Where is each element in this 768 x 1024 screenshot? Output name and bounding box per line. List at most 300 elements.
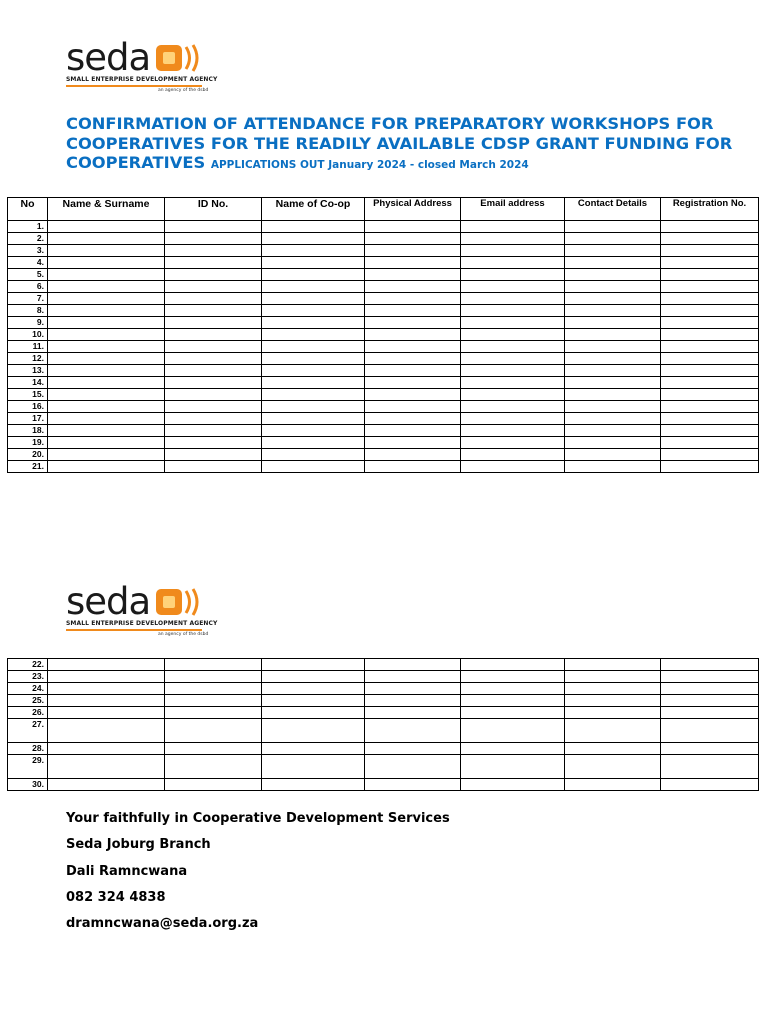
table-cell[interactable] (661, 755, 759, 779)
table-row (8, 305, 759, 317)
table-cell[interactable] (48, 281, 165, 293)
table-cell[interactable] (165, 743, 262, 755)
table-cell[interactable] (262, 329, 365, 341)
table-cell[interactable] (48, 695, 165, 707)
table-cell[interactable] (48, 413, 165, 425)
logo-wordmark: seda (66, 36, 151, 79)
table-cell[interactable] (165, 221, 262, 233)
table-cell[interactable] (565, 257, 661, 269)
table-cell[interactable] (661, 245, 759, 257)
table-cell[interactable] (461, 353, 565, 365)
table-cell[interactable] (365, 221, 461, 233)
table-row (8, 401, 759, 413)
table-cell[interactable] (661, 221, 759, 233)
contact-phone: 082 324 4838 (66, 889, 166, 905)
table-cell[interactable] (48, 305, 165, 317)
row-number: 26. (8, 707, 48, 719)
table-cell[interactable] (165, 695, 262, 707)
table-cell[interactable] (461, 233, 565, 245)
row-number: 8. (8, 305, 48, 317)
table-cell[interactable] (165, 461, 262, 473)
row-number: 6. (8, 281, 48, 293)
table-cell[interactable] (165, 293, 262, 305)
table-cell[interactable] (262, 413, 365, 425)
table-cell[interactable] (365, 257, 461, 269)
row-number: 5. (8, 269, 48, 281)
table-cell[interactable] (365, 341, 461, 353)
table-cell[interactable] (48, 341, 165, 353)
table-cell[interactable] (262, 707, 365, 719)
table-cell[interactable] (365, 425, 461, 437)
table-cell[interactable] (165, 413, 262, 425)
table-cell[interactable] (461, 437, 565, 449)
table-cell[interactable] (565, 221, 661, 233)
table-cell[interactable] (48, 401, 165, 413)
table-cell[interactable] (48, 449, 165, 461)
table-cell[interactable] (365, 437, 461, 449)
table-cell[interactable] (565, 425, 661, 437)
table-cell[interactable] (48, 389, 165, 401)
table-cell[interactable] (661, 437, 759, 449)
table-cell[interactable] (565, 305, 661, 317)
table-cell[interactable] (565, 365, 661, 377)
table-cell[interactable] (365, 461, 461, 473)
table-cell[interactable] (48, 269, 165, 281)
row-number: 13. (8, 365, 48, 377)
logo-wordmark: seda (66, 580, 151, 623)
row-number: 30. (8, 779, 48, 791)
logo-agency: an agency of the dsbd (158, 632, 209, 637)
table-cell[interactable] (461, 683, 565, 695)
table-cell[interactable] (661, 365, 759, 377)
table-cell[interactable] (262, 293, 365, 305)
table-cell[interactable] (262, 233, 365, 245)
logo-agency: an agency of the dsbd (158, 88, 209, 93)
row-number: 11. (8, 341, 48, 353)
table-row (8, 341, 759, 353)
table-cell[interactable] (461, 719, 565, 743)
table-cell[interactable] (661, 401, 759, 413)
row-number: 19. (8, 437, 48, 449)
table-cell[interactable] (461, 755, 565, 779)
table-cell[interactable] (565, 245, 661, 257)
row-number: 15. (8, 389, 48, 401)
table-cell[interactable] (461, 401, 565, 413)
table-cell[interactable] (365, 245, 461, 257)
table-cell[interactable] (262, 221, 365, 233)
table-cell[interactable] (165, 755, 262, 779)
table-cell[interactable] (461, 317, 565, 329)
table-cell[interactable] (165, 269, 262, 281)
table-cell[interactable] (461, 365, 565, 377)
table-cell[interactable] (661, 305, 759, 317)
table-cell[interactable] (565, 389, 661, 401)
row-number: 10. (8, 329, 48, 341)
header-physical-address: Physical Address (365, 198, 461, 221)
table-cell[interactable] (661, 659, 759, 671)
table-cell[interactable] (461, 341, 565, 353)
table-cell[interactable] (661, 743, 759, 755)
table-row (8, 317, 759, 329)
table-cell[interactable] (165, 707, 262, 719)
table-cell[interactable] (661, 317, 759, 329)
row-number: 4. (8, 257, 48, 269)
table-cell[interactable] (165, 317, 262, 329)
table-cell[interactable] (461, 671, 565, 683)
table-row (8, 269, 759, 281)
table-row (8, 377, 759, 389)
table-cell[interactable] (565, 683, 661, 695)
table-row (8, 707, 759, 719)
table-row (8, 437, 759, 449)
table-cell[interactable] (165, 353, 262, 365)
header-contact-details: Contact Details (565, 198, 661, 221)
table-cell[interactable] (661, 449, 759, 461)
row-number: 27. (8, 719, 48, 743)
table-cell[interactable] (461, 425, 565, 437)
table-cell[interactable] (565, 281, 661, 293)
table-cell[interactable] (262, 341, 365, 353)
table-cell[interactable] (262, 317, 365, 329)
table-cell[interactable] (661, 671, 759, 683)
table-cell[interactable] (262, 779, 365, 791)
table-cell[interactable] (48, 245, 165, 257)
table-cell[interactable] (262, 695, 365, 707)
table-cell[interactable] (165, 437, 262, 449)
table-cell[interactable] (565, 401, 661, 413)
table-cell[interactable] (365, 281, 461, 293)
table-cell[interactable] (565, 329, 661, 341)
table-cell[interactable] (365, 683, 461, 695)
table-cell[interactable] (48, 743, 165, 755)
table-cell[interactable] (461, 659, 565, 671)
table-cell[interactable] (262, 755, 365, 779)
logo-tagline: SMALL ENTERPRISE DEVELOPMENT AGENCY (66, 620, 218, 627)
table-cell[interactable] (565, 353, 661, 365)
table-cell[interactable] (165, 449, 262, 461)
table-cell[interactable] (365, 293, 461, 305)
table-cell[interactable] (262, 401, 365, 413)
title-main: CONFIRMATION OF ATTENDANCE FOR PREPARATORY WORKSHOPS FOR COOPERATIVES FOR THE READILY AVAILABLE CDSP GRANT FUNDING FOR COOPERATIVES (66, 114, 733, 172)
table-cell[interactable] (661, 377, 759, 389)
table-cell[interactable] (565, 707, 661, 719)
table-cell[interactable] (48, 425, 165, 437)
header-email-address: Email address (461, 198, 565, 221)
table-cell[interactable] (661, 353, 759, 365)
table-cell[interactable] (365, 449, 461, 461)
table-cell[interactable] (565, 293, 661, 305)
title-sub: APPLICATIONS OUT January 2024 - closed March 2024 (210, 159, 529, 171)
table-cell[interactable] (565, 413, 661, 425)
table-row (8, 719, 759, 743)
row-number: 25. (8, 695, 48, 707)
table-row (8, 449, 759, 461)
table-cell[interactable] (365, 755, 461, 779)
table-cell[interactable] (461, 389, 565, 401)
table-cell[interactable] (262, 683, 365, 695)
table-cell[interactable] (165, 281, 262, 293)
table-cell[interactable] (48, 233, 165, 245)
row-number: 2. (8, 233, 48, 245)
table-row (8, 695, 759, 707)
table-cell[interactable] (661, 695, 759, 707)
table-cell[interactable] (48, 293, 165, 305)
table-cell[interactable] (661, 719, 759, 743)
table-cell[interactable] (661, 329, 759, 341)
table-cell[interactable] (365, 329, 461, 341)
table-cell[interactable] (48, 779, 165, 791)
table-cell[interactable] (661, 779, 759, 791)
table-row (8, 461, 759, 473)
table-cell[interactable] (262, 353, 365, 365)
table-cell[interactable] (165, 683, 262, 695)
table-row (8, 671, 759, 683)
table-cell[interactable] (365, 779, 461, 791)
table-cell[interactable] (48, 257, 165, 269)
table-cell[interactable] (365, 743, 461, 755)
table-cell[interactable] (365, 401, 461, 413)
row-number: 22. (8, 659, 48, 671)
table-cell[interactable] (661, 281, 759, 293)
table-cell[interactable] (461, 245, 565, 257)
header-no: No (8, 198, 48, 221)
table-cell[interactable] (461, 413, 565, 425)
table-cell[interactable] (262, 257, 365, 269)
table-cell[interactable] (165, 257, 262, 269)
table-cell[interactable] (661, 683, 759, 695)
table-cell[interactable] (565, 269, 661, 281)
table-row (8, 779, 759, 791)
row-number: 29. (8, 755, 48, 779)
table-cell[interactable] (461, 293, 565, 305)
header-row (8, 198, 759, 221)
table-cell[interactable] (262, 743, 365, 755)
seda-logo-page2 (66, 580, 218, 644)
table-cell[interactable] (365, 317, 461, 329)
table-cell[interactable] (565, 695, 661, 707)
table-cell[interactable] (48, 353, 165, 365)
table-row (8, 257, 759, 269)
header-coop-name: Name of Co-op (262, 198, 365, 221)
table-cell[interactable] (661, 269, 759, 281)
table-cell[interactable] (461, 377, 565, 389)
table-cell[interactable] (165, 719, 262, 743)
table-cell[interactable] (165, 245, 262, 257)
row-number: 28. (8, 743, 48, 755)
table-cell[interactable] (165, 329, 262, 341)
table-cell[interactable] (262, 659, 365, 671)
table-cell[interactable] (48, 755, 165, 779)
table-cell[interactable] (661, 257, 759, 269)
table-cell[interactable] (365, 389, 461, 401)
table-cell[interactable] (48, 377, 165, 389)
row-number: 16. (8, 401, 48, 413)
row-number: 7. (8, 293, 48, 305)
table-row (8, 281, 759, 293)
table-cell[interactable] (565, 437, 661, 449)
table-cell[interactable] (461, 449, 565, 461)
table-cell[interactable] (165, 671, 262, 683)
table-cell[interactable] (565, 317, 661, 329)
logo-rule (66, 85, 202, 87)
row-number: 21. (8, 461, 48, 473)
table-cell[interactable] (461, 221, 565, 233)
table-cell[interactable] (262, 719, 365, 743)
table-cell[interactable] (565, 779, 661, 791)
table-cell[interactable] (262, 671, 365, 683)
table-cell[interactable] (461, 695, 565, 707)
table-cell[interactable] (565, 755, 661, 779)
table-cell[interactable] (262, 245, 365, 257)
table-cell[interactable] (565, 377, 661, 389)
table-cell[interactable] (48, 461, 165, 473)
table-cell[interactable] (365, 377, 461, 389)
row-number: 24. (8, 683, 48, 695)
table-cell[interactable] (365, 707, 461, 719)
table-cell[interactable] (661, 233, 759, 245)
logo-tagline: SMALL ENTERPRISE DEVELOPMENT AGENCY (66, 76, 218, 83)
table-row (8, 683, 759, 695)
table-cell[interactable] (565, 743, 661, 755)
table-cell[interactable] (262, 449, 365, 461)
table-cell[interactable] (365, 353, 461, 365)
table-cell[interactable] (165, 425, 262, 437)
table-cell[interactable] (262, 461, 365, 473)
table-cell[interactable] (165, 377, 262, 389)
table-cell[interactable] (48, 317, 165, 329)
table-cell[interactable] (565, 341, 661, 353)
table-cell[interactable] (48, 707, 165, 719)
table-row (8, 329, 759, 341)
row-number: 14. (8, 377, 48, 389)
table-cell[interactable] (365, 695, 461, 707)
table-cell[interactable] (565, 233, 661, 245)
table-row (8, 425, 759, 437)
table-cell[interactable] (661, 341, 759, 353)
closing-line: Your faithfully in Cooperative Development Services (66, 811, 450, 826)
table-cell[interactable] (48, 683, 165, 695)
row-number: 17. (8, 413, 48, 425)
table-cell[interactable] (461, 269, 565, 281)
table-row (8, 245, 759, 257)
table-cell[interactable] (365, 671, 461, 683)
seda-logo-icon (156, 588, 204, 616)
table-cell[interactable] (48, 221, 165, 233)
table-cell[interactable] (48, 671, 165, 683)
table-cell[interactable] (165, 341, 262, 353)
table-cell[interactable] (165, 401, 262, 413)
table-cell[interactable] (661, 293, 759, 305)
table-row (8, 365, 759, 377)
table-cell[interactable] (365, 233, 461, 245)
table-cell[interactable] (461, 779, 565, 791)
row-number: 23. (8, 671, 48, 683)
attendance-table (7, 197, 759, 473)
signature-block (66, 811, 450, 942)
table-row (8, 233, 759, 245)
table-cell[interactable] (661, 461, 759, 473)
table-cell[interactable] (165, 389, 262, 401)
table-row (8, 389, 759, 401)
table-cell[interactable] (165, 659, 262, 671)
table-row (8, 755, 759, 779)
table-row (8, 221, 759, 233)
header-id-no: ID No. (165, 198, 262, 221)
table-cell[interactable] (661, 707, 759, 719)
table-cell[interactable] (461, 743, 565, 755)
row-number: 20. (8, 449, 48, 461)
table-cell[interactable] (262, 365, 365, 377)
table-cell[interactable] (365, 365, 461, 377)
table-cell[interactable] (48, 329, 165, 341)
seda-logo (66, 36, 218, 100)
table-cell[interactable] (262, 305, 365, 317)
logo-rule (66, 629, 202, 631)
table-row (8, 293, 759, 305)
table-cell[interactable] (48, 719, 165, 743)
row-number: 9. (8, 317, 48, 329)
table-cell[interactable] (262, 269, 365, 281)
table-cell[interactable] (565, 659, 661, 671)
table-cell[interactable] (365, 413, 461, 425)
table-row (8, 353, 759, 365)
seda-logo-icon (156, 44, 204, 72)
table-cell[interactable] (165, 305, 262, 317)
table-cell[interactable] (165, 365, 262, 377)
table-cell[interactable] (461, 257, 565, 269)
table-row (8, 659, 759, 671)
branch-name: Seda Joburg Branch (66, 837, 211, 853)
table-cell[interactable] (365, 659, 461, 671)
table-cell[interactable] (262, 437, 365, 449)
table-row (8, 743, 759, 755)
table-cell[interactable] (262, 281, 365, 293)
table-cell[interactable] (262, 389, 365, 401)
table-cell[interactable] (365, 305, 461, 317)
table-cell[interactable] (565, 671, 661, 683)
table-cell[interactable] (461, 329, 565, 341)
table-cell[interactable] (165, 779, 262, 791)
contact-name: Dali Ramncwana (66, 863, 188, 879)
table-row (8, 413, 759, 425)
document-title (66, 114, 746, 176)
table-cell[interactable] (461, 305, 565, 317)
table-cell[interactable] (461, 707, 565, 719)
table-cell[interactable] (262, 377, 365, 389)
table-cell[interactable] (565, 461, 661, 473)
table-cell[interactable] (661, 389, 759, 401)
row-number: 1. (8, 221, 48, 233)
attendance-table-continued (7, 658, 759, 791)
table-cell[interactable] (565, 719, 661, 743)
header-registration-no: Registration No. (661, 198, 759, 221)
table-cell[interactable] (48, 365, 165, 377)
contact-email: dramncwana@seda.org.za (66, 916, 259, 932)
table-cell[interactable] (48, 437, 165, 449)
table-cell[interactable] (565, 449, 661, 461)
table-cell[interactable] (48, 659, 165, 671)
header-name-surname: Name & Surname (48, 198, 165, 221)
table-cell[interactable] (365, 269, 461, 281)
table-cell[interactable] (461, 461, 565, 473)
table-cell[interactable] (365, 719, 461, 743)
table-cell[interactable] (661, 425, 759, 437)
table-cell[interactable] (165, 233, 262, 245)
table-cell[interactable] (461, 281, 565, 293)
table-cell[interactable] (262, 425, 365, 437)
table-cell[interactable] (661, 413, 759, 425)
row-number: 18. (8, 425, 48, 437)
